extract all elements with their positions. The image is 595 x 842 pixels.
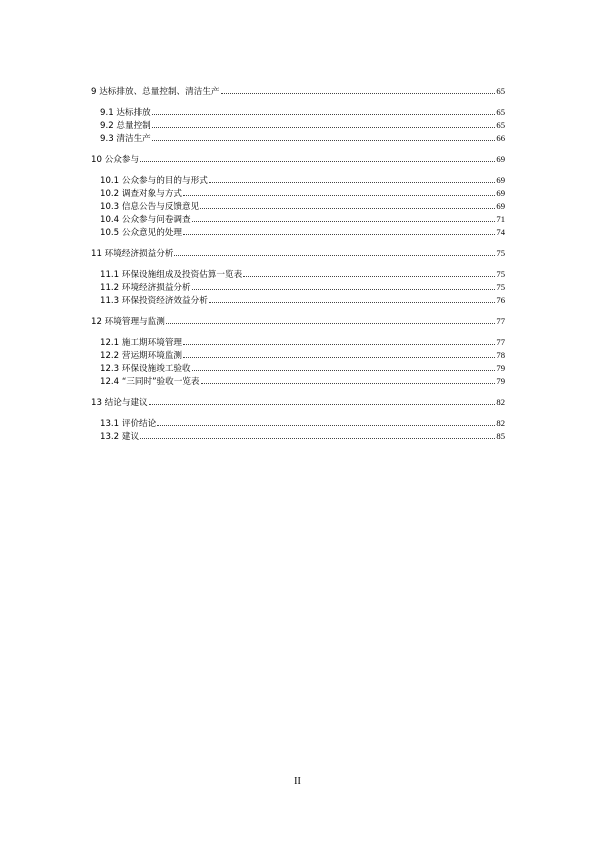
dot-leader <box>152 127 496 128</box>
toc-section-entry[interactable] <box>91 214 505 227</box>
toc-entry-title: 11.3 环保投资经济效益分析 <box>100 296 208 306</box>
dot-leader <box>174 255 495 256</box>
toc-entry-page: 82 <box>496 418 505 428</box>
toc-entry-title: 10.1 公众参与的目的与形式 <box>100 176 208 186</box>
toc-entry-page: 74 <box>496 227 505 237</box>
dot-leader <box>200 208 495 209</box>
toc-entry-page: 69 <box>496 154 505 164</box>
toc-entry-title: 13 结论与建议 <box>91 398 148 408</box>
toc-section-entry[interactable] <box>91 120 505 133</box>
toc-section-entry[interactable] <box>91 133 505 146</box>
toc-entry-title: 11 环境经济损益分析 <box>91 249 174 259</box>
toc-entry-title: 9.1 达标排放 <box>100 108 151 118</box>
toc-section-entry[interactable] <box>91 107 505 120</box>
toc-chapter-group <box>91 154 505 240</box>
toc-chapter-group <box>91 316 505 389</box>
toc-entry-title: 10.3 信息公告与反馈意见 <box>100 202 200 212</box>
dot-leader <box>201 383 496 384</box>
toc-chapter-entry[interactable] <box>91 397 505 408</box>
toc-entry-page: 75 <box>496 282 505 292</box>
toc-entry-title: 12.4 “三同时”验收一览表 <box>100 377 200 387</box>
toc-entry-page: 76 <box>496 295 505 305</box>
toc-entry-title: 9.3 清洁生产 <box>100 134 151 144</box>
toc-chapter-group <box>91 397 505 444</box>
toc-entry-page: 71 <box>496 214 505 224</box>
toc-entry-title: 12.3 环保设施竣工验收 <box>100 364 191 374</box>
dot-leader <box>140 161 495 162</box>
dot-leader <box>192 289 496 290</box>
toc-entry-title: 10.5 公众意见的处理 <box>100 228 183 238</box>
toc-section-entry[interactable] <box>91 337 505 350</box>
toc-chapter-entry[interactable] <box>91 248 505 259</box>
toc-entry-page: 69 <box>496 188 505 198</box>
dot-leader <box>152 140 496 141</box>
toc-entry-title: 12.1 施工期环境管理 <box>100 338 183 348</box>
toc-entry-title: 9.2 总量控制 <box>100 121 151 131</box>
toc-section-entry[interactable] <box>91 376 505 389</box>
dot-leader <box>183 357 495 358</box>
toc-section-entry[interactable] <box>91 227 505 240</box>
toc-section-entry[interactable] <box>91 295 505 308</box>
dot-leader <box>243 276 495 277</box>
dot-leader <box>192 370 496 371</box>
toc-entry-page: 65 <box>496 107 505 117</box>
page-number: II <box>294 776 301 787</box>
toc-section-entry[interactable] <box>91 350 505 363</box>
dot-leader <box>183 195 495 196</box>
toc-entry-title: 9 达标排放、总量控制、清洁生产 <box>91 87 220 97</box>
table-of-contents <box>91 86 505 452</box>
toc-entry-page: 79 <box>496 363 505 373</box>
dot-leader <box>209 182 496 183</box>
toc-entry-page: 79 <box>496 376 505 386</box>
toc-entry-title: 11.1 环保设施组成及投资估算一览表 <box>100 270 243 280</box>
dot-leader <box>140 438 495 439</box>
toc-entry-page: 85 <box>496 431 505 441</box>
toc-entry-title: 10.4 公众参与问卷调查 <box>100 215 191 225</box>
dot-leader <box>157 425 495 426</box>
toc-section-entry[interactable] <box>91 175 505 188</box>
dot-leader <box>152 114 496 115</box>
toc-entry-title: 12.2 营运期环境监测 <box>100 351 183 361</box>
toc-section-entry[interactable] <box>91 269 505 282</box>
toc-entry-page: 69 <box>496 201 505 211</box>
toc-entry-page: 65 <box>496 120 505 130</box>
toc-entry-title: 13.2 建议 <box>100 432 140 442</box>
toc-section-entry[interactable] <box>91 201 505 214</box>
toc-chapter-entry[interactable] <box>91 316 505 327</box>
dot-leader <box>183 234 495 235</box>
toc-entry-page: 82 <box>496 397 505 407</box>
dot-leader <box>183 344 495 345</box>
toc-section-entry[interactable] <box>91 363 505 376</box>
toc-entry-page: 69 <box>496 175 505 185</box>
toc-section-entry[interactable] <box>91 431 505 444</box>
toc-entry-title: 10 公众参与 <box>91 155 140 165</box>
toc-chapter-group <box>91 86 505 146</box>
toc-entry-title: 11.2 环境经济损益分析 <box>100 283 191 293</box>
dot-leader <box>209 302 496 303</box>
toc-chapter-entry[interactable] <box>91 154 505 165</box>
toc-entry-page: 65 <box>496 86 505 96</box>
toc-chapter-group <box>91 248 505 308</box>
toc-section-entry[interactable] <box>91 418 505 431</box>
dot-leader <box>221 93 496 94</box>
toc-entry-title: 12 环境管理与监测 <box>91 317 165 327</box>
toc-entry-page: 75 <box>496 248 505 258</box>
toc-entry-title: 13.1 评价结论 <box>100 419 157 429</box>
dot-leader <box>166 323 496 324</box>
toc-section-entry[interactable] <box>91 188 505 201</box>
dot-leader <box>149 404 496 405</box>
toc-entry-page: 78 <box>496 350 505 360</box>
toc-entry-page: 77 <box>496 337 505 347</box>
toc-chapter-entry[interactable] <box>91 86 505 97</box>
toc-section-entry[interactable] <box>91 282 505 295</box>
dot-leader <box>192 221 496 222</box>
toc-entry-page: 77 <box>496 316 505 326</box>
toc-entry-title: 10.2 调查对象与方式 <box>100 189 183 199</box>
toc-entry-page: 75 <box>496 269 505 279</box>
toc-entry-page: 66 <box>496 133 505 143</box>
